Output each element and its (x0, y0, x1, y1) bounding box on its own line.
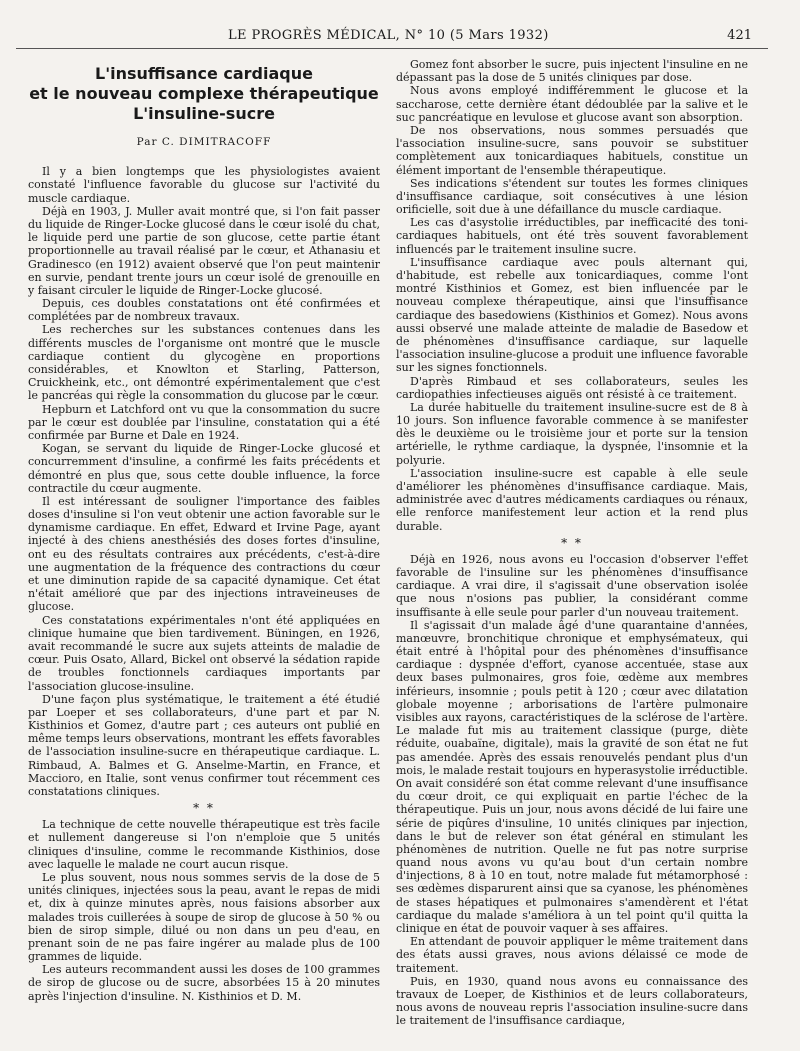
paragraph: D'une façon plus systématique, le traitement a été étudié par Loeper et ses collaborateurs, d'une part et par N. Kisthinios et Gomez, d'autre part ; ces auteurs ont publié en même temps leurs observations, montrant les effets favorables de l'association insuline-sucre en thérapeutique cardiaque. L. Rimbaud, A. Balmes et G. Anselme-Martin, en France, et Maccioro, en Italie, sont venus confirmer tout récemment ces constatations cliniques. (28, 692, 380, 798)
paragraph: Ses indications s'étendent sur toutes les formes cliniques d'insuffisance cardiaque, soit consécutives à une lésion orificielle, soit due à une défaillance du muscle cardiaque. (396, 176, 748, 217)
paragraph: En attendant de pouvoir appliquer le même traitement dans des états aussi graves, nous avions délaissé ce mode de traitement. (396, 935, 748, 975)
right-column (396, 58, 748, 1028)
paragraph: La technique de cette nouvelle thérapeutique est très facile et nullement dangereuse si l'on n'emploie que 5 unités cliniques d'insuline, comme le recommande Kisthinios, dose avec laquelle le malade ne court aucun risque. (28, 818, 380, 871)
paragraph: De nos observations, nous sommes persuadés que l'association insuline-sucre, sans pouvoir se substituer complètement aux tonicardiaques habituels, constitue un élément important de l'ensemble thérapeutique. (396, 123, 748, 177)
byline: Par C. DIMITRACOFF (136, 136, 272, 148)
section-separator: * * (561, 535, 583, 550)
title-line-3: L'insuline-sucre (133, 104, 275, 123)
running-head: LE PROGRÈS MÉDICAL, N° 10 (5 Mars 1932) (228, 28, 549, 43)
running-header (0, 28, 800, 48)
paragraph: Les recherches sur les substances contenues dans les différents muscles de l'organisme ont montré que le muscle cardiaque contient du glycogène en proportions considérables, et Knowlton et Starling, Patterson, Cruickheink, etc., ont démontré expérimentalement que c'est le pancréas qui règle la consommation du glucose par le cœur. (28, 323, 380, 403)
paragraph: Les auteurs recommandent aussi les doses de 100 grammes de sirop de glucose ou de sucre, absorbées 15 à 20 minutes après l'injection d'insuline. N. Kisthinios et D. M. (28, 963, 380, 1003)
paragraph: La durée habituelle du traitement insuline-sucre est de 8 à 10 jours. Son influence favorable commence à se manifester dès le deuxième ou le troisième jour et porte sur la tension artérielle, le rythme cardiaque, la dyspnée, l'insomnie et la polyurie. (396, 400, 748, 467)
paragraph: Déjà en 1903, J. Muller avait montré que, si l'on fait passer du liquide de Ringer-Locke glucosé dans le cœur isolé du chat, le liquide perd une partie de son glucose, cette partie étant proportionnelle au travail réalisé par le cœur, et Athanasiu et Gradinesco (en 1912) avaient observé que l'on peut maintenir en survie, pendant trente jours un cœur isolé de grenouille en y faisant circuler le liquide de Ringer-Locke glucosé. (28, 204, 380, 297)
paragraph: Le plus souvent, nous nous sommes servis de la dose de 5 unités cliniques, injectées sous la peau, avant le repas de midi et, dix à quinze minutes après, nous faisions absorber aux malades trois cuillerées à soupe de sirop de glucose à 50 % ou bien de sirop simple, dilué ou non dans un peu d'eau, en prenant soin de ne pas faire ingérer au malade plus de 100 grammes de liquide. (28, 870, 380, 964)
paragraph: Hepburn et Latchford ont vu que la consommation du sucre par le cœur est doublée par l'insuline, constatation qui a été confirmée par Burne et Dale en 1924. (28, 402, 380, 442)
paragraph: Kogan, se servant du liquide de Ringer-Locke glucosé et concurremment d'insuline, a confirmé les faits précédents et démontré en plus que, sous cette double influence, la force contractile du cœur augmente. (28, 442, 380, 495)
paragraph: Il s'agissait d'un malade âgé d'une quarantaine d'années, manœuvre, bronchitique chronique et emphysémateux, qui était entré à l'hôpital pour des phénomènes d'insuffisance cardiaque : dyspnée d'effort, cyanose accentuée, stase aux deux bases pulmonaires, gros foie, œdème aux membres inférieurs, insomnie ; pouls petit à 120 ; cœur avec dilatation globale moyenne ; arborisations de l'artère pulmonaire visibles aux rayons, caractéristiques de la sclérose de l'artère. Le malade fut mis au traitement classique (purge, diète réduite, ouabaïne, digitale), mais la gravité de son état ne fut pas amendée. Après des essais renouvelés pendant plus d'un mois, le malade restait toujours en hyperasystolie irréductible. On avait considéré son état comme relevant d'une insuffisance du cœur droit, ce qui expliquait en partie l'échec de la thérapeutique. Puis un jour, nous avons décidé de lui faire une série de piqûres d'insuline, 10 unités cliniques par injection, dans le but de relever son état général en stimulant les phénomènes de nutrition. Quelle ne fut pas notre surprise quand nous avons vu qu'au bout d'un certain nombre d'injections, 8 à 10 en tout, notre malade fut métamorphosé : ses œdèmes disparurent ainsi que sa cyanose, les phénomènes de stases hépatiques et pulmonaires s'amendèrent et l'état cardiaque du malade s'améliora à un tel point qu'il quitta la clinique en état de pouvoir vaquer à ses affaires. (396, 618, 748, 935)
title-line-2: et le nouveau complexe thérapeutique (29, 84, 379, 103)
paragraph: Ces constatations expérimentales n'ont été appliquées en clinique humaine que bien tardivement. Büningen, en 1926, avait recommandé le sucre aux sujets atteints de maladie de cœur. Puis Osato, Allard, Bickel ont observé la sédation rapide de troubles fonctionnels cardiaques importants par l'association glucose-insuline. (28, 613, 380, 693)
section-separator: * * (193, 801, 215, 816)
paragraph: Depuis, ces doubles constatations ont été confirmées et complétées par de nombreux travaux. (28, 297, 380, 324)
paragraph: Nous avons employé indifféremment le glucose et la saccharose, cette dernière étant dédoublée par la salive et le suc pancréatique en levulose et glucose avant son absorption. (396, 84, 748, 124)
paragraph: Les cas d'asystolie irréductibles, par inefficacité des toni-cardiaques habituels, ont été très souvent favorablement influencés par le traitement insuline sucre. (396, 216, 748, 256)
paragraph: D'après Rimbaud et ses collaborateurs, seules les cardiopathies infectieuses aiguës ont résisté à ce traitement. (396, 374, 748, 401)
paragraph: Il y a bien longtemps que les physiologistes avaient constaté l'influence favorable du glucose sur l'activité du muscle cardiaque. (28, 165, 380, 205)
article-title (28, 64, 380, 124)
paragraph: Gomez font absorber le sucre, puis injectent l'insuline en ne dépassant pas la dose de 5 unités cliniques par dose. (396, 58, 748, 85)
header-rule (16, 48, 768, 49)
paragraph: L'association insuline-sucre est capable à elle seule d'améliorer les phénomènes d'insuffisance cardiaque. Mais, administrée avec d'autres médicaments cardiaques ou rénaux, elle renforce manifestement leur action et la rend plus durable. (396, 466, 748, 533)
page-number: 421 (727, 28, 752, 43)
title-line-1: L'insuffisance cardiaque (95, 64, 313, 83)
left-column (28, 58, 380, 1003)
paragraph: L'insuffisance cardiaque avec pouls alternant qui, d'habitude, est rebelle aux tonicardiaques, comme l'ont montré Kisthinios et Gomez, est bien influencée par le nouveau complexe thérapeutique, ainsi que l'insuffisance cardiaque des basedowiens (Kisthinios et Gomez). Nous avons aussi observé une malade atteinte de maladie de Basedow et de phénomènes d'insuffisance cardiaque, sur laquelle l'association insuline-glucose a produit une influence favorable sur les signes fonctionnels. (396, 255, 748, 375)
paragraph: Déjà en 1926, nous avons eu l'occasion d'observer l'effet favorable de l'insuline sur les phénomènes d'insuffisance cardiaque. A vrai dire, il s'agissait d'une observation isolée que nous n'osions pas publier, la considérant comme insuffisante à elle seule pour parler d'un nouveau traitement. (396, 552, 748, 619)
paragraph: Il est intéressant de souligner l'importance des faibles doses d'insuline si l'on veut obtenir une action favorable sur le dynamisme cardiaque. En effet, Edward et Irvine Page, ayant injecté à des chiens anesthésiés des doses fortes d'insuline, ont eu des résultats contraires aux précédents, c'est-à-dire une augmentation de la fréquence des contractions du cœur et une diminution rapide de sa capacité dynamique. Cet état n'était amélioré que par des injections intraveineuses de glucose. (28, 494, 380, 614)
paragraph: Puis, en 1930, quand nous avons eu connaissance des travaux de Loeper, de Kisthinios et de leurs collaborateurs, nous avons de nouveau repris l'association insuline-sucre dans le traitement de l'insuffisance cardiaque, (396, 974, 748, 1028)
